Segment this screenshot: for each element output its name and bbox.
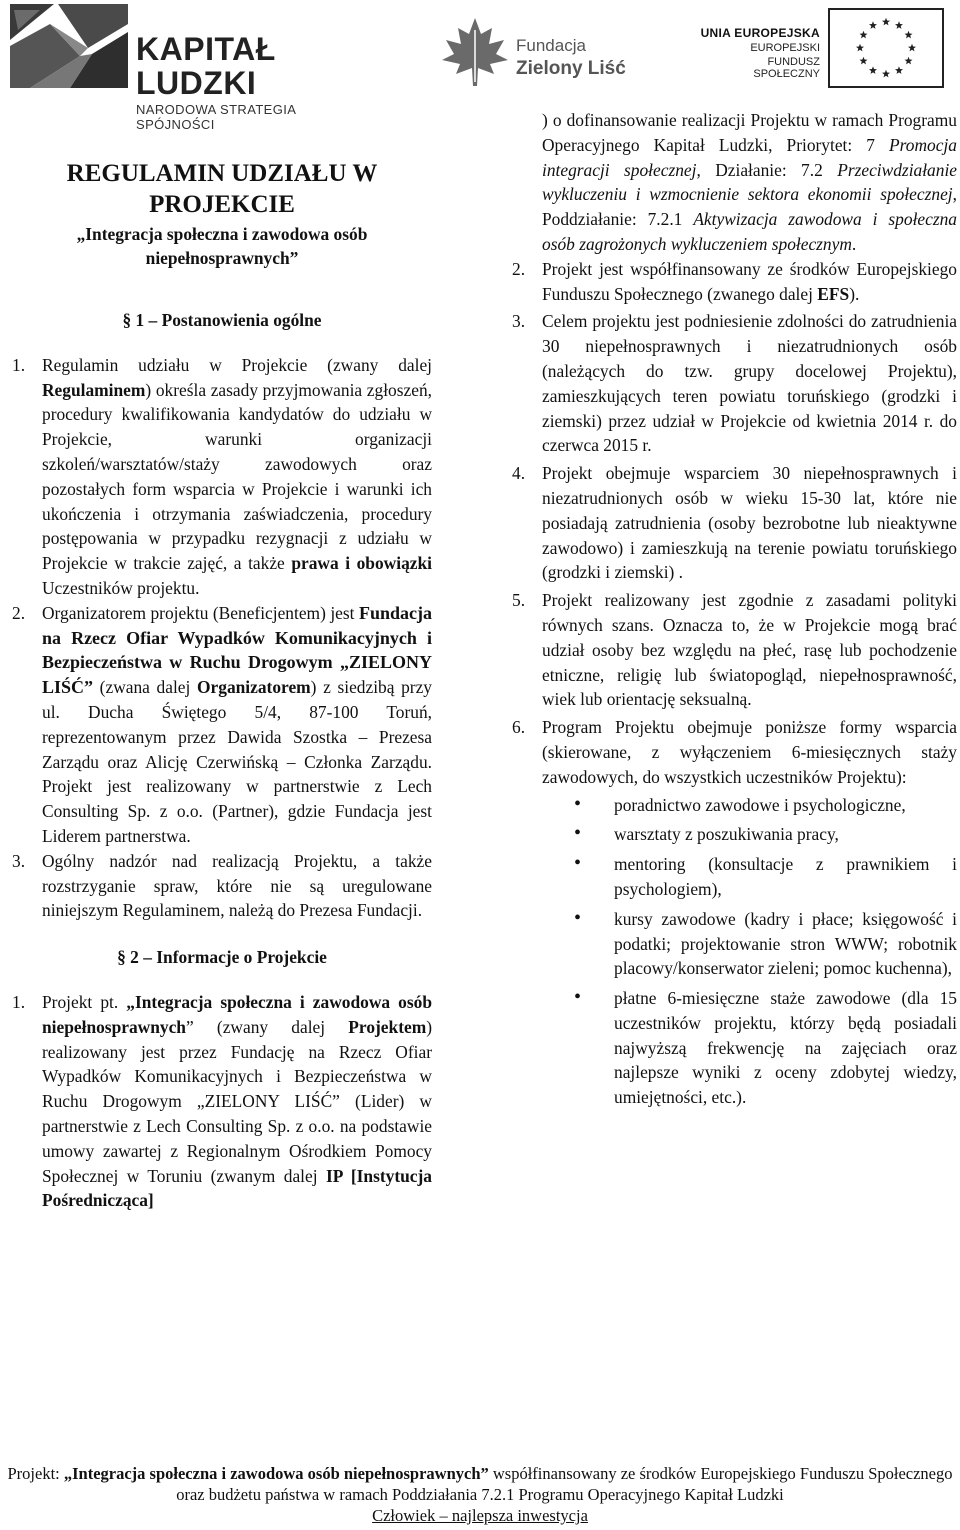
- measure-name: Przeciwdziałanie wykluczeniu i wzmocnienie sektora ekonomii społecznej: [542, 159, 957, 205]
- maple-leaf-icon: [440, 16, 510, 88]
- term-prawa: prawa i obowiązki: [291, 553, 432, 574]
- item-text: Projekt realizowany jest zgodnie z zasadami polityki równych szans. Oznacza to, że w Projekcie mogą brać udział osoby bez względu na płeć, rasę lub pochodzenie etniczne, religię lub światopogląd, niepełnosprawność, wiek lub orientację seksualną.: [542, 590, 957, 710]
- section-1-list: [12, 353, 432, 923]
- item-text: Projekt jest współfinansowany ze środków Europejskiego Funduszu Społecznego (zwanego dalej: [542, 258, 957, 304]
- section-2-item-3: [512, 309, 957, 458]
- section-2-list-left: [12, 990, 432, 1213]
- item-number: 2.: [512, 258, 526, 279]
- item-text: Projekt obejmuje wsparciem 30 niepełnosprawnych i niezatrudnionych osób w wieku 15-30 lat, które nie posiadają zatrudnienia (osoby bezrobotne lub nieaktywne zawodowo) i zamieszkują na terenie powiatu toruńskiego (grodzki i ziemski) .: [542, 463, 957, 583]
- organizer-name: Fundacja na Rzecz Ofiar Wypadków Komunikacyjnych i Bezpieczeństwa w Ruchu Drogowym „ZIELONY LIŚĆ”: [42, 602, 432, 698]
- item-text: Organizatorem projektu (Beneficjentem) jest: [42, 602, 359, 623]
- submeasure-name: Aktywizacja zawodowa i społeczna osób zagrożonych wykluczeniem społecznym: [542, 209, 958, 254]
- support-forms-list: [542, 793, 957, 1111]
- item-text: .: [851, 233, 857, 254]
- document-title: REGULAMIN UDZIAŁU W PROJEKCIE: [66, 160, 378, 218]
- section-2-item-2: [512, 257, 957, 307]
- item-text: ) z siedzibą przy ul. Ducha Świętego 5/4, 87-100 Toruń, reprezentowanym przez Dawida Szostka – Prezesa Zarządu oraz Alicję Czerwińską – Członka Zarządu. Projekt jest realizowany w partnerstwie z Lech Consulting Sp. z o.o. (Partner), gdzie Fundacja jest Liderem partnerstwa.: [42, 677, 433, 846]
- footer-text: współfinansowany ze środków Europejskiego Funduszu Społecznego oraz budżetu państwa w ramach Poddziałania 7.2.1 Programu Operacyjnego Kapitał Ludzki: [176, 1464, 953, 1504]
- eu-line2: EUROPEJSKI: [750, 42, 820, 54]
- eu-line1: UNIA EUROPEJSKA: [700, 26, 820, 40]
- item-text: ) określa zasady przyjmowania zgłoszeń, procedury kwalifikowania kandydatów do udziału w Projekcie, warunki organizacji szkoleń/warsztatów/staży zawodowych oraz pozostałych form wsparcia w Projekcie i warunki ich ukończenia i otrzymania zaświadczenia, procedury postępowania w przypadku rezygnacji z udziału w Projekcie w trakcie zajęć, a także: [42, 379, 432, 574]
- item-text: ” (zwany dalej: [185, 1016, 349, 1037]
- term-projekt: Projektem: [348, 1016, 427, 1037]
- item-text: Program Projektu obejmuje poniższe formy wsparcia (skierowane, z wyłączeniem 6-miesięcznych staży zawodowych, do wszystkich uczestników Projektu):: [542, 717, 957, 787]
- list-item: • poradnictwo zawodowe i psychologiczne,: [574, 793, 957, 818]
- term-instytucja: [Instytucja Pośrednicząca]: [42, 1165, 432, 1211]
- page-footer: [0, 1463, 960, 1526]
- section-2-item-6: [512, 715, 957, 789]
- kapital-ludzki-logo: [10, 4, 355, 132]
- section-2-item-5: [512, 588, 957, 712]
- item-number: 6.: [512, 717, 526, 738]
- list-item: • płatne 6-miesięczne staże zawodowe (dla 15 uczestników projektu, którzy będą posiadali najwyższą frekwencję na zajęciach oraz najlepsze wyniki z oceny zdobytej wiedzy, umiejętności, etc.).: [574, 986, 957, 1110]
- item-text: Regulamin udziału w Projekcie (zwany dalej: [42, 354, 432, 375]
- zielony-lisc-line2: Zielony Liść: [516, 58, 626, 79]
- item-text: Ogólny nadzór nad realizacją Projektu, a także rozstrzyganie spraw, które nie są uregulowane niniejszym Regulaminem, należą do Prezesa Fundacji.: [42, 850, 432, 921]
- item-number: 2.: [12, 602, 26, 623]
- list-item: • mentoring (konsultacje z prawnikiem i psychologiem),: [574, 852, 957, 902]
- footer-project-name: „Integracja społeczna i zawodowa osób niepełnosprawnych”: [63, 1464, 489, 1483]
- item-text: ) o dofinansowanie realizacji Projektu w ramach Programu Operacyjnego Kapitał Ludzki, Priorytet: 7: [542, 110, 957, 155]
- item-number: 5.: [512, 590, 526, 611]
- project-name: „Integracja społeczna i zawodowa osób niepełnosprawnych: [42, 991, 433, 1037]
- item-number: 3.: [12, 850, 26, 871]
- item-text: (zwana dalej: [93, 677, 197, 698]
- zielony-lisc-line1: Fundacja: [516, 36, 586, 55]
- item-text: ) realizowany jest przez Fundację na Rzecz Ofiar Wypadków Komunikacyjnych i Bezpieczeństwa w Ruchu Drogowym „ZIELONY LIŚĆ” (Lider) w partnerstwie z Lech Consulting Sp. z o.o. na podstawie umowy zawartej z Regionalnym Ośrodkiem Pomocy Społecznej w Toruniu (zwanym dalej: [42, 1016, 432, 1186]
- eu-efs-logo: [690, 8, 952, 90]
- page-header: [0, 0, 960, 132]
- item-number: 4.: [512, 463, 526, 484]
- left-column: [12, 108, 432, 1213]
- term-regulamin: Regulaminem: [42, 379, 146, 400]
- section-1-item-1: [12, 353, 432, 601]
- item-text: Uczestników projektu.: [42, 577, 200, 598]
- list-item: • kursy zawodowe (kadry i płace; księgowość i podatki; projektowanie stron WWW; robotnik placowy/konserwator zieleni; pomoc kuchenna),: [574, 907, 957, 981]
- document-subtitle: „Integracja społeczna i zawodowa osób niepełnosprawnych”: [76, 224, 368, 268]
- item-number: 3.: [512, 311, 526, 332]
- section-1-item-3: [12, 849, 432, 923]
- term-ip: IP: [325, 1165, 343, 1186]
- section-2-list-right: [512, 257, 957, 790]
- section-1-item-2: [12, 601, 432, 849]
- footer-slogan: Człowiek – najlepsza inwestycja: [372, 1506, 588, 1525]
- item-text: , Poddziałanie: 7.2.1: [542, 184, 957, 230]
- zielony-lisc-logo: [440, 6, 630, 90]
- item-text: Celem projektu jest podniesienie zdolności do zatrudnienia 30 niepełnosprawnych i niezatrudnionych osób (należących do tzw. grupy docelowej Projektu), zamieszkujących teren powiatu toruńskiego (grodzki i ziemski) przez udział w Projekcie od kwietnia 2014 r. do czerwca 2015 r.: [542, 311, 957, 456]
- term-efs: EFS: [817, 283, 850, 304]
- priority-name: Promocja integracji społecznej: [542, 134, 957, 180]
- section-2-item-4: [512, 461, 957, 585]
- item-text: , Działanie: 7.2: [696, 159, 838, 180]
- section-1-heading: § 1 – Postanowienia ogólne: [122, 310, 322, 330]
- list-item: • warsztaty z poszukiwania pracy,: [574, 822, 957, 847]
- section-2-item-1-continued: [542, 108, 957, 257]
- kapital-ludzki-subtitle: NARODOWA STRATEGIA SPÓJNOŚCI: [136, 102, 296, 132]
- item-text: Projekt pt.: [42, 991, 127, 1012]
- kapital-ludzki-mark-icon: [10, 4, 128, 88]
- section-2-item-1: [12, 990, 432, 1213]
- eu-line3: FUNDUSZ SPOŁECZNY: [753, 56, 820, 80]
- footer-text: Projekt:: [7, 1464, 64, 1483]
- section-2-heading: § 2 – Informacje o Projekcie: [117, 947, 327, 968]
- term-organizator: Organizatorem: [197, 677, 311, 698]
- eu-flag-icon: [828, 8, 944, 88]
- item-number: 1.: [12, 991, 26, 1012]
- item-number: 1.: [12, 354, 26, 375]
- right-column: [512, 108, 958, 1115]
- kapital-ludzki-title: KAPITAŁ LUDZKI: [136, 31, 276, 101]
- item-text: ).: [849, 283, 860, 304]
